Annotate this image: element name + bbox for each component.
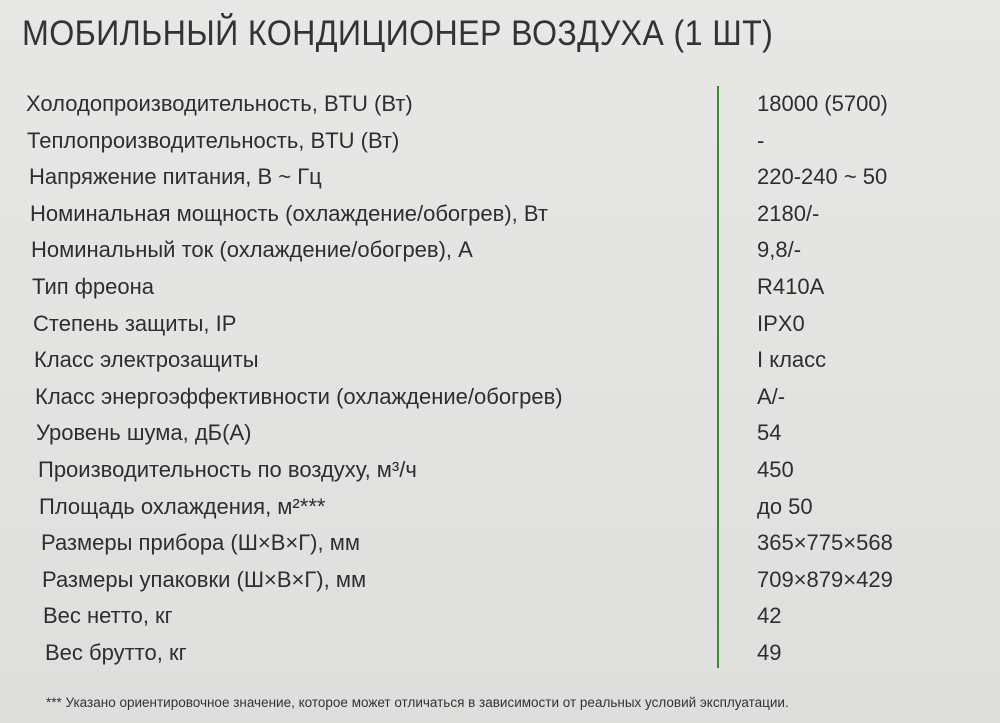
spec-value: 54 <box>757 420 782 446</box>
spec-value: 18000 (5700) <box>757 91 888 116</box>
spec-label: Вес брутто, кг <box>45 639 187 665</box>
spec-value: 2180/- <box>757 200 820 226</box>
spec-value: 365×775×568 <box>757 530 893 556</box>
spec-value: A/- <box>757 383 786 409</box>
spec-row <box>0 123 1000 160</box>
spec-label: Класс энергоэффективности (охлаждение/обогрев) <box>35 383 563 409</box>
spec-value: 42 <box>757 603 782 629</box>
spec-row <box>0 86 1000 123</box>
footnote: *** Указано ориентировочное значение, которое может отличаться в зависимости от реальных условий эксплуатации. <box>46 695 789 710</box>
spec-row <box>0 379 1000 416</box>
spec-row <box>0 598 1000 635</box>
spec-row <box>0 159 1000 196</box>
spec-label: Производительность по воздуху, м³/ч <box>38 456 417 482</box>
spec-label: Номинальный ток (охлаждение/обогрев), А <box>31 237 473 263</box>
spec-value: 220-240 ~ 50 <box>757 164 888 190</box>
spec-row <box>0 196 1000 233</box>
spec-label: Размеры прибора (Ш×В×Г), мм <box>41 530 360 556</box>
spec-row <box>0 269 1000 306</box>
spec-label: Степень защиты, IP <box>33 310 237 336</box>
spec-label: Площадь охлаждения, м²*** <box>39 493 326 519</box>
spec-row <box>0 232 1000 269</box>
spec-label: Теплопроизводительность, BTU (Вт) <box>27 127 400 153</box>
spec-row <box>0 306 1000 343</box>
spec-row <box>0 342 1000 379</box>
spec-value: I класс <box>757 347 827 373</box>
spec-value: R410A <box>757 273 825 299</box>
spec-row <box>0 415 1000 452</box>
spec-value: 450 <box>757 456 794 482</box>
page-title: МОБИЛЬНЫЙ КОНДИЦИОНЕР ВОЗДУХА (1 ШТ) <box>22 14 774 53</box>
spec-row <box>0 562 1000 599</box>
spec-label: Класс электрозащиты <box>34 347 259 373</box>
spec-row <box>0 525 1000 562</box>
spec-row <box>0 452 1000 489</box>
spec-row <box>0 489 1000 526</box>
spec-value: до 50 <box>757 493 813 519</box>
spec-label: Размеры упаковки (Ш×В×Г), мм <box>42 566 367 592</box>
spec-label: Номинальная мощность (охлаждение/обогрев), Вт <box>30 200 548 226</box>
spec-value: IPX0 <box>757 310 805 336</box>
spec-label: Вес нетто, кг <box>43 603 173 629</box>
spec-label: Тип фреона <box>32 273 154 299</box>
spec-label: Напряжение питания, В ~ Гц <box>29 164 322 190</box>
spec-value: 9,8/- <box>757 237 802 263</box>
spec-value: 49 <box>757 639 782 665</box>
spec-value: 709×879×429 <box>757 566 893 592</box>
spec-value: - <box>757 127 765 153</box>
spec-label: Холодопроизводительность, BTU (Вт) <box>26 91 413 116</box>
spec-label: Уровень шума, дБ(А) <box>36 420 252 446</box>
spec-row <box>0 635 1000 672</box>
spec-list <box>0 86 1000 672</box>
